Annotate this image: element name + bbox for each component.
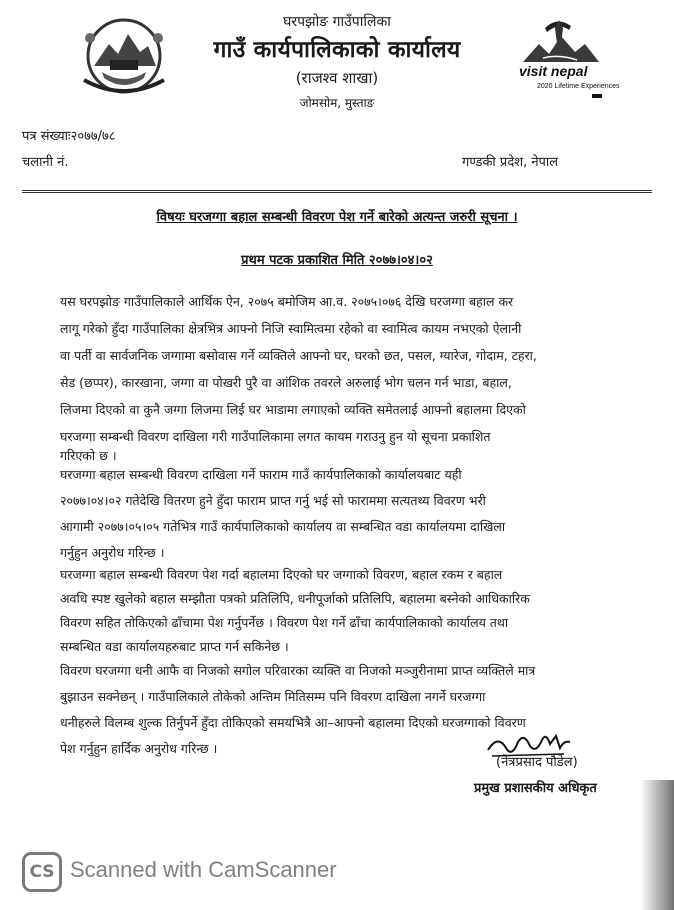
- body-line: विवरण सहित तोकिएको ढाँचामा पेश गर्नुपर्नेछ । विवरण पेश गर्ने ढाँचा कार्यपालिकाको कार्यालय तथा: [60, 615, 509, 630]
- body-line: आगामी २०७७।०५।०५ गतेभित्र गाउँ कार्यपालिकाको कार्यालय वा सम्बन्धित वडा कार्यालयमा दाखिला: [60, 519, 506, 534]
- office-address: जोमसोम, मुस्ताङ: [299, 96, 375, 110]
- body-line: बुझाउन सक्नेछन् । गाउँपालिकाले तोकेको अन्तिम मितिसम्म पनि विवरण दाखिला नगर्ने घरजग्गा: [60, 689, 486, 704]
- body-line: वा पर्ती वा सार्वजनिक जग्गामा बसोवास गर्ने व्यक्तिले आफ्नो घर, घरको छत, पसल, ग्यारेज, गोदाम, टहरा,: [60, 348, 537, 363]
- scanner-watermark: Scanned with CamScanner: [70, 857, 337, 882]
- body-line: धनीहरुले विलम्ब शुल्क तिर्नुपर्ने हुँदा तोकिएको समयभित्रै आ–आफ्नो बहालमा दिएको घरजग्गाको विवरण: [60, 715, 526, 730]
- body-line: अवधि स्पष्ट खुलेको बहाल सम्झौता पत्रको प्रतिलिपि, धनीपूर्जाको प्रतिलिपि, बहालमा बस्नेको आधिकारिक: [60, 591, 530, 606]
- municipality-name: घरपझोङ गाउँपालिका: [283, 14, 391, 30]
- mark-dash: [592, 94, 602, 98]
- visit-nepal-tagline: 2020 Lifetime Experiences: [537, 83, 620, 90]
- body-line: घरजग्गा बहाल सम्बन्धी विवरण पेश गर्दा बहालमा दिएको घर जग्गाको विवरण, बहाल रकम र बहाल: [60, 567, 503, 582]
- published-date: प्रथम पटक प्रकाशित मिति २०७७।०४।०२: [241, 253, 433, 268]
- body-line: सम्बन्धित वडा कार्यालयहरुबाट प्राप्त गर्न सकिनेछ ।: [60, 639, 289, 654]
- reference-number: पत्र संख्याः२०७७/७८: [22, 129, 116, 144]
- body-line: सेड (छप्पर), कारखाना, जग्गा वा पोखरी पुरै वा आंशिक तवरले अरुलाई भोग चलन गर्न भाडा, बहाल,: [60, 375, 512, 390]
- camscanner-logo: CS: [22, 852, 62, 892]
- body-line: २०७७।०४।०२ गतेदेखि वितरण हुने हुँदा फाराम प्राप्त गर्नु भई सो फाराममा सत्यतथ्य विवरण भरी: [60, 493, 486, 508]
- signatory-name: (नेत्रप्रसाद पौडेल): [496, 755, 578, 770]
- body-line: घरजग्गा सम्बन्धी विवरण दाखिला गरी गाउँपालिकामा लगत कायम गराउनु हुन यो सूचना प्रकाशित: [60, 429, 491, 444]
- body-line: लिजमा दिएको वा कुनै जग्गा लिजमा लिई घर भाडामा लगाएको व्यक्ति समेतलाई आफ्नो बहालमा दिएको: [60, 402, 526, 417]
- dispatch-number: चलानी नं.: [22, 155, 69, 170]
- body-line: गर्नुहुन अनुरोध गरिन्छ ।: [60, 545, 165, 560]
- body-line: घरजग्गा बहाल सम्बन्धी विवरण दाखिला गर्ने फाराम गाउँ कार्यपालिकाको कार्यालयबाट यही: [60, 467, 462, 482]
- notice-subject: विषयः घरजग्गा बहाल सम्बन्धी विवरण पेश गर्ने बारेको अत्यन्त जरुरी सूचना ।: [156, 210, 518, 225]
- body-line: गरिएको छ ।: [60, 448, 117, 463]
- office-title: गाउँ कार्यपालिकाको कार्यालय: [213, 37, 461, 63]
- province-label: गण्डकी प्रदेश, नेपाल: [462, 155, 559, 170]
- scan-edge-shadow: [640, 780, 674, 910]
- signatory-title: प्रमुख प्रशासकीय अधिकृत: [474, 781, 597, 796]
- body-line: यस घरपझोङ गाउँपालिकाले आर्थिक ऐन, २०७५ बमोजिम आ.व. २०७५।०७६ देखि घरजग्गा बहाल कर: [60, 294, 514, 309]
- visit-nepal-text: visit nepal: [519, 63, 588, 79]
- divider: [22, 190, 652, 191]
- body-line: पेश गर्नुहुन हार्दिक अनुरोध गरिन्छ ।: [60, 741, 218, 756]
- body-line: विवरण घरजग्गा धनी आफै वा निजको सगोल परिवारका व्यक्ति वा निजको मञ्जुरीनामा प्राप्त व्यक्तिले मात्र: [60, 663, 536, 678]
- body-line: लागू गरेको हुँदा गाउँपालिका क्षेत्रभित्र आफ्नो निजि स्वामित्वमा रहेको वा स्वामित्व कायम नभएको ऐलानी: [60, 321, 522, 336]
- section-name: (राजश्व शाखा): [295, 69, 379, 87]
- divider: [22, 192, 652, 193]
